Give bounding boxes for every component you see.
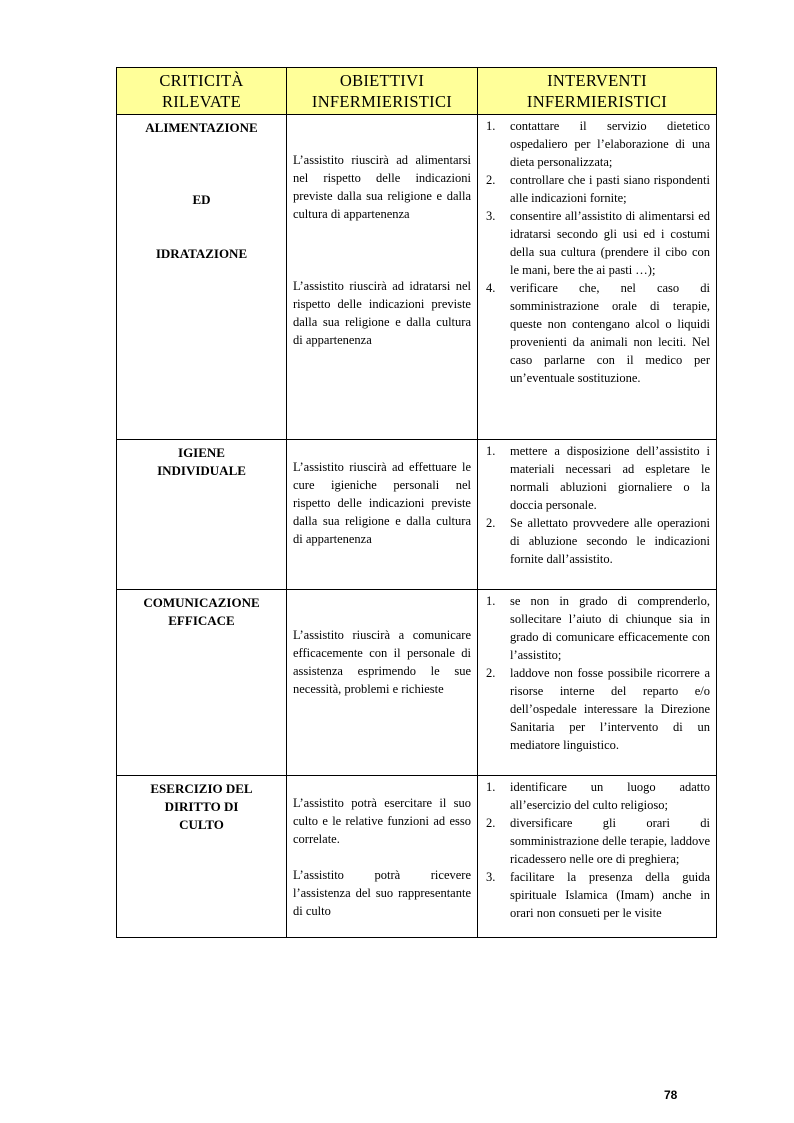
list-item: 2. controllare che i pasti siano rispondenti alle indicazioni fornite; <box>486 173 710 205</box>
interventi-cell <box>478 440 717 590</box>
obiettivo-text: L’assistito riuscirà ad alimentarsi nel rispetto delle indicazioni previste dalla sua religione e dalla cultura di appartenenza <box>293 153 471 221</box>
criticita-cell <box>117 776 287 938</box>
criticita-label: COMUNICAZIONE EFFICACE <box>143 595 260 628</box>
criticita-label: ALIMENTAZIONE <box>145 120 258 135</box>
list-item: 2. laddove non fosse possibile ricorrere a risorse interne del reparto e/o dell’ospedale interessare la Direzione Sanitaria per l’intervento di un mediatore linguistico. <box>486 666 710 752</box>
interventi-list <box>482 778 710 922</box>
interventi-cell <box>478 776 717 938</box>
obiettivi-cell <box>287 115 478 440</box>
list-item: 1. identificare un luogo adatto all’esercizio del culto religioso; <box>486 780 710 812</box>
obiettivo-text: L’assistito potrà ricevere l’assistenza del suo rappresentante di culto <box>293 868 471 918</box>
criticita-cell <box>117 115 287 440</box>
header-interventi: INTERVENTI INFERMIERISTICI <box>478 68 717 115</box>
list-item: 2. diversificare gli orari di somministrazione delle terapie, laddove ricadessero nelle ore di preghiera; <box>486 816 710 866</box>
list-item: 3. consentire all’assistito di alimentarsi ed idratarsi secondo gli usi ed i costumi della sua cultura (prendere il cibo con le mani, bere the ai pasti …); <box>486 209 710 277</box>
criticita-label: IGIENE INDIVIDUALE <box>157 445 246 478</box>
care-plan-table <box>116 67 717 938</box>
table-row <box>117 590 717 776</box>
obiettivi-cell <box>287 590 478 776</box>
page-number: 78 <box>664 1088 678 1102</box>
obiettivo-text: L’assistito riuscirà ad idratarsi nel rispetto delle indicazioni previste dalla sua religione e dalla cultura di appartenenza <box>293 279 471 347</box>
criticita-label: IDRATAZIONE <box>155 246 248 261</box>
header-row <box>117 68 717 115</box>
criticita-label: ED <box>192 192 211 207</box>
obiettivi-cell <box>287 776 478 938</box>
interventi-list <box>482 442 710 568</box>
interventi-cell <box>478 115 717 440</box>
list-item: 2. Se allettato provvedere alle operazioni di abluzione secondo le indicazioni fornite dall’assistito. <box>486 516 710 566</box>
obiettivo-text: L’assistito riuscirà a comunicare efficacemente con il personale di assistenza esprimendo le sue necessità, problemi e richieste <box>293 628 471 696</box>
interventi-list <box>482 592 710 754</box>
obiettivo-text: L’assistito riuscirà ad effettuare le cure igieniche personali nel rispetto delle indicazioni previste dalla sua religione e dalla cultura di appartenenza <box>293 460 471 546</box>
table-row <box>117 440 717 590</box>
header-criticita: CRITICITÀ RILEVATE <box>117 68 287 115</box>
list-item: 1. se non in grado di comprenderlo, sollecitare l’aiuto di chiunque sia in grado di comunicare efficacemente con l’assistito; <box>486 594 710 662</box>
list-item: 1. mettere a disposizione dell’assistito i materiali necessari ad espletare le normali abluzioni giornaliere o la doccia personale. <box>486 444 710 512</box>
header-obiettivi: OBIETTIVI INFERMIERISTICI <box>287 68 478 115</box>
interventi-cell <box>478 590 717 776</box>
list-item: 1. contattare il servizio dietetico ospedaliero per l’elaborazione di una dieta personalizzata; <box>486 119 710 169</box>
criticita-label: ESERCIZIO DEL DIRITTO DI CULTO <box>150 781 253 832</box>
criticita-cell <box>117 590 287 776</box>
table-row <box>117 115 717 440</box>
obiettivi-cell <box>287 440 478 590</box>
obiettivo-text: L’assistito potrà esercitare il suo culto e le relative funzioni ad esso correlate. <box>293 796 471 846</box>
list-item: 4. verificare che, nel caso di somministrazione orale di terapie, queste non contengano alcol o liquidi provenienti da animali non leciti. Nel caso parlarne con il medico per un’eventuale sostituzione. <box>486 281 710 385</box>
criticita-cell <box>117 440 287 590</box>
table-row <box>117 776 717 938</box>
interventi-list <box>482 117 710 387</box>
list-item: 3. facilitare la presenza della guida spirituale Islamica (Imam) anche in orari non consueti per le visite <box>486 870 710 920</box>
